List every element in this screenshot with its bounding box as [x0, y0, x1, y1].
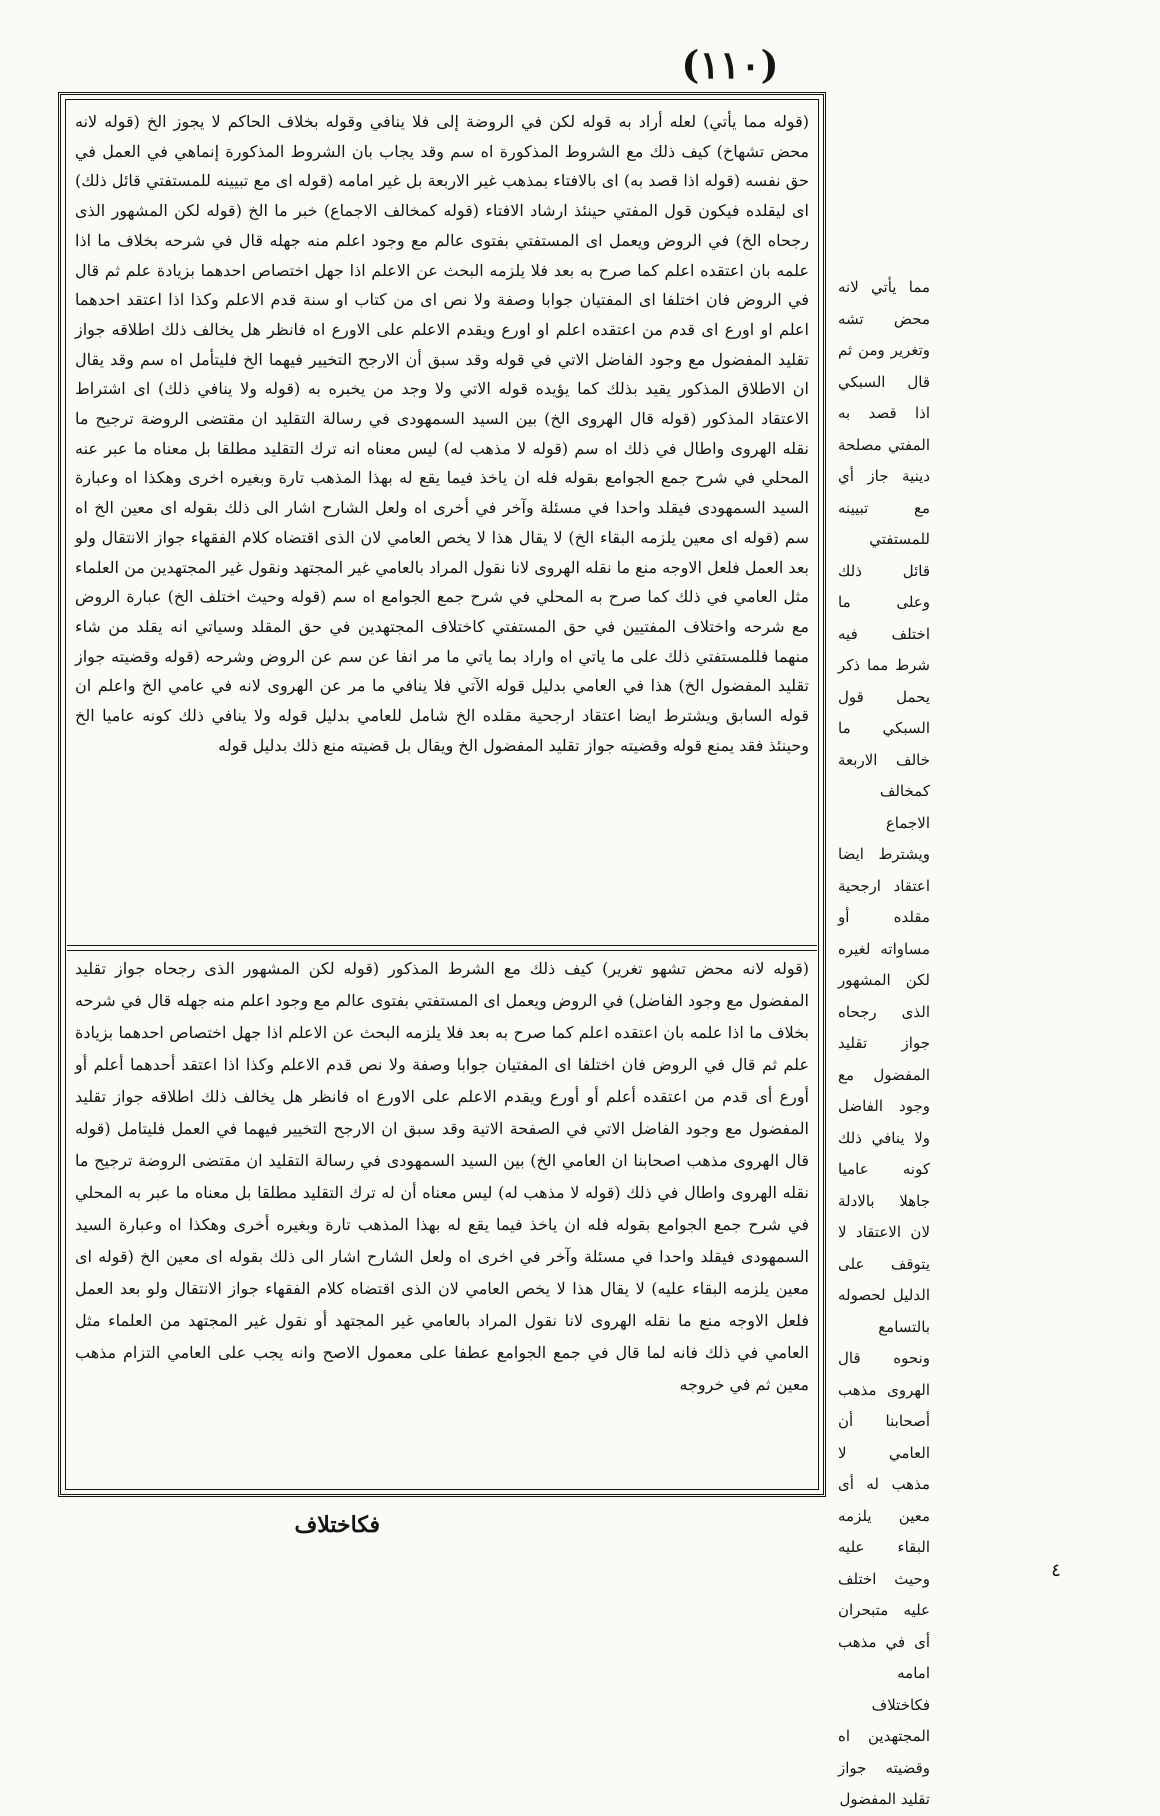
commentary-frame — [58, 92, 826, 1497]
page-number: (١١٠) — [681, 42, 779, 87]
page-bottom-mark: ٤ — [1051, 1560, 1061, 1581]
commentary-lower-text: (قوله لانه محض تشهو تغرير) كيف ذلك مع الشرط المذكور (قوله لكن المشهور الذى رجحاه جواز تقليد المفضول مع وجود الفاضل) في الروض ويعمل اى المستفتي بفتوى عالم مع وجود اعلم منه جهله قال في شرحه بخلاف ما اذا علمه بان اعتقده اعلم كما صرح به بعد فلا يلزمه البحث عن الاعلم اذا جهل اختصاص احدهما بزيادة علم ثم قال في الروض فان اختلفا اى المفتيان جوابا وصفة ولا نص قدم الاعلم وكذا اذا اعتقد أحدهما أعلم أو أورع أى قدم من اعتقده أعلم أو أورع ويقدم الاعلم على الاورع اه فانظر هل يخالف ذلك اطلاقه جواز تقليد المفضول مع وجود الفاضل الاتي في الصفحة الاتية وقد سبق ان الارجح التخيير فيهما في العمل فليتامل (قوله قال الهروى مذهب اصحابنا ان العامي الخ) بين السيد السمهودى في رسالة التقليد ان مقتضى الروضة ترجيح ما نقله الهروى واطال في ذلك (قوله لا مذهب له) ليس معناه أن له ترك التقليد مطلقا بل معناه ما عبر به المحلي في شرح جمع الجوامع بقوله فله ان ياخذ فيما يقع له بهذا المذهب تارة وبغيره أخرى وهكذا اه وعبارة السيد السمهودى فيقلد واحدا في مسئلة وآخر في اخرى اه ولعل الشارح اشار الى ذلك بقوله اى معين الخ (قوله اى معين يلزمه البقاء عليه) لا يقال هذا لا يخص العامي لان الذى اقتضاه كلام الفقهاء جواز الانتقال ولو بعد العمل فلعل الاوجه منع ما نقله الهروى لانا نقول المراد بالعامي غير المجتهد أو نقول غير المجتهد من العلماء مثل العامي في ذلك فانه لما قال في جمع الجوامع عطفا على معمول الاصح وانه يجب على العامي التزام مذهب معين ثم في خروجه — [75, 959, 810, 1394]
catchword: فكاختلاف — [294, 1512, 380, 1538]
commentary-upper-text: (قوله مما يأتي) لعله أراد به قوله لكن في الروضة إلى فلا ينافي وقوله بخلاف الحاكم لا يجوز الخ (قوله لانه محض تشهاخ) كيف ذلك مع الشروط المذكورة اه سم وقد يجاب بان الشروط المذكورة إنماهي في العمل في حق نفسه (قوله اذا قصد به) اى بالافتاء بمذهب غير الاربعة بل غير امامه (قوله اى مع تبيينه للمستفتي قائل ذلك) اى ليقلده فيكون قول المفتي حينئذ ارشاد الافتاء (قوله كمخالف الاجماع) خبر ما الخ (قوله لكن المشهور الذى رجحاه الخ) في الروض ويعمل اى المستفتي بفتوى عالم مع وجود اعلم منه جهله قال في شرحه بخلاف ما اذا علمه بان اعتقده اعلم كما صرح به بعد فلا يلزمه البحث عن الاعلم اذا جهل اختصاص احدهما بزيادة علم ثم قال في الروض فان اختلفا اى المفتيان جوابا وصفة ولا نص اى من كتاب او سنة قدم الاعلم وكذا اذا اعتقد احدهما اعلم او اورع اى قدم من اعتقده اعلم او اورع ويقدم الاعلم على الاورع اه فانظر هل يخالف ذلك اطلاقه جواز تقليد المفضول مع وجود الفاضل الاتي في قوله وقد سبق أن الارجح التخيير فيهما الخ فليتأمل اه سم وقد يقال ان الاطلاق المذكور يقيد بذلك كما يؤيده قوله الاتي ولا وجد من يخبره به (قوله ولا ينافي ذلك) اى اشتراط الاعتقاد المذكور (قوله قال الهروى الخ) بين السيد السمهودى في رسالة التقليد ان مقتضى الروضة ترجيح ما نقله الهروى واطال في ذلك اه سم (قوله لا مذهب له) ليس معناه انه ترك التقليد مطلقا بل معناه ما عبر عنه المحلي في شرح جمع الجوامع بقوله فله ان ياخذ فيما يقع له بهذا المذهب تارة وبغيره اخرى وهكذا اه وعبارة السيد السمهودى فيقلد واحدا في مسئلة وآخر في أخرى اه ولعل الشارح اشار الى ذلك بقوله اى معين الخ اه سم (قوله اى معين يلزمه البقاء الخ) لا يقال هذا لا يخص العامي لان الذى اقتضاه كلام الفقهاء جواز الانتقال ولو بعد العمل فلعل الاوجه منع ما نقله الهروى لانا نقول المراد بالعامي غير المجتهد ونقول غير المجتهدين من العلماء مثل العامي في ذلك كما صرح به المحلي في شرح جمع الجوامع اه سم (قوله وحيث اختلف الخ) عبارة الروض مع شرحه واختلاف المفتيين في حق المستفتي كاختلاف المجتهدين في حق المقلد وسياتي انه يقلد من شاء منهما فللمستفتي ذلك على ما ياتي اه واراد بما ياتي ما مر انفا عن سم عن الروض وشرحه (قوله وقضيته جواز تقليد المفضول الخ) هذا في العامي بدليل قوله الآتي فلا ينافي ما مر عن الهروى لانه في عامي الخ واعلم ان قوله السابق ويشترط ايضا اعتقاد ارجحية مقلده الخ شامل للعامي بدليل قوله ولا ينافي ذلك كونه عاميا الخ وحينئذ فقد يمنع قوله وقضيته جواز تقليد المفضول الخ ويقال بل قضيته منع ذلك بدليل قوله — [75, 112, 810, 755]
section-divider — [67, 945, 817, 951]
margin-main-text: مما يأتي لانه محض تشه وتغرير ومن ثم قال السبكي اذا قصد به المفتي مصلحة دينية جاز أي مع تبيينه للمستفتي قائل ذلك وعلى ما اختلف فيه شرط مما ذكر يحمل قول السبكي ما خالف الاربعة كمخالف الاجماع ويشترط ايضا اعتقاد ارجحية مقلده أو مساواته لغيره لكن المشهور الذى رجحاه جواز تقليد المفضول مع وجود الفاضل ولا ينافي ذلك كونه عاميا جاهلا بالادلة لان الاعتقاد لا يتوقف على الدليل لحصوله بالتسامع ونحوه قال الهروى مذهب أصحابنا أن العامي لا مذهب له أى معين يلزمه البقاء عليه وحيث اختلف عليه متبحران أى في مذهب امامه فكاختلاف المجتهدين اه وقضيته جواز تقليد المفضول — [838, 278, 930, 1808]
